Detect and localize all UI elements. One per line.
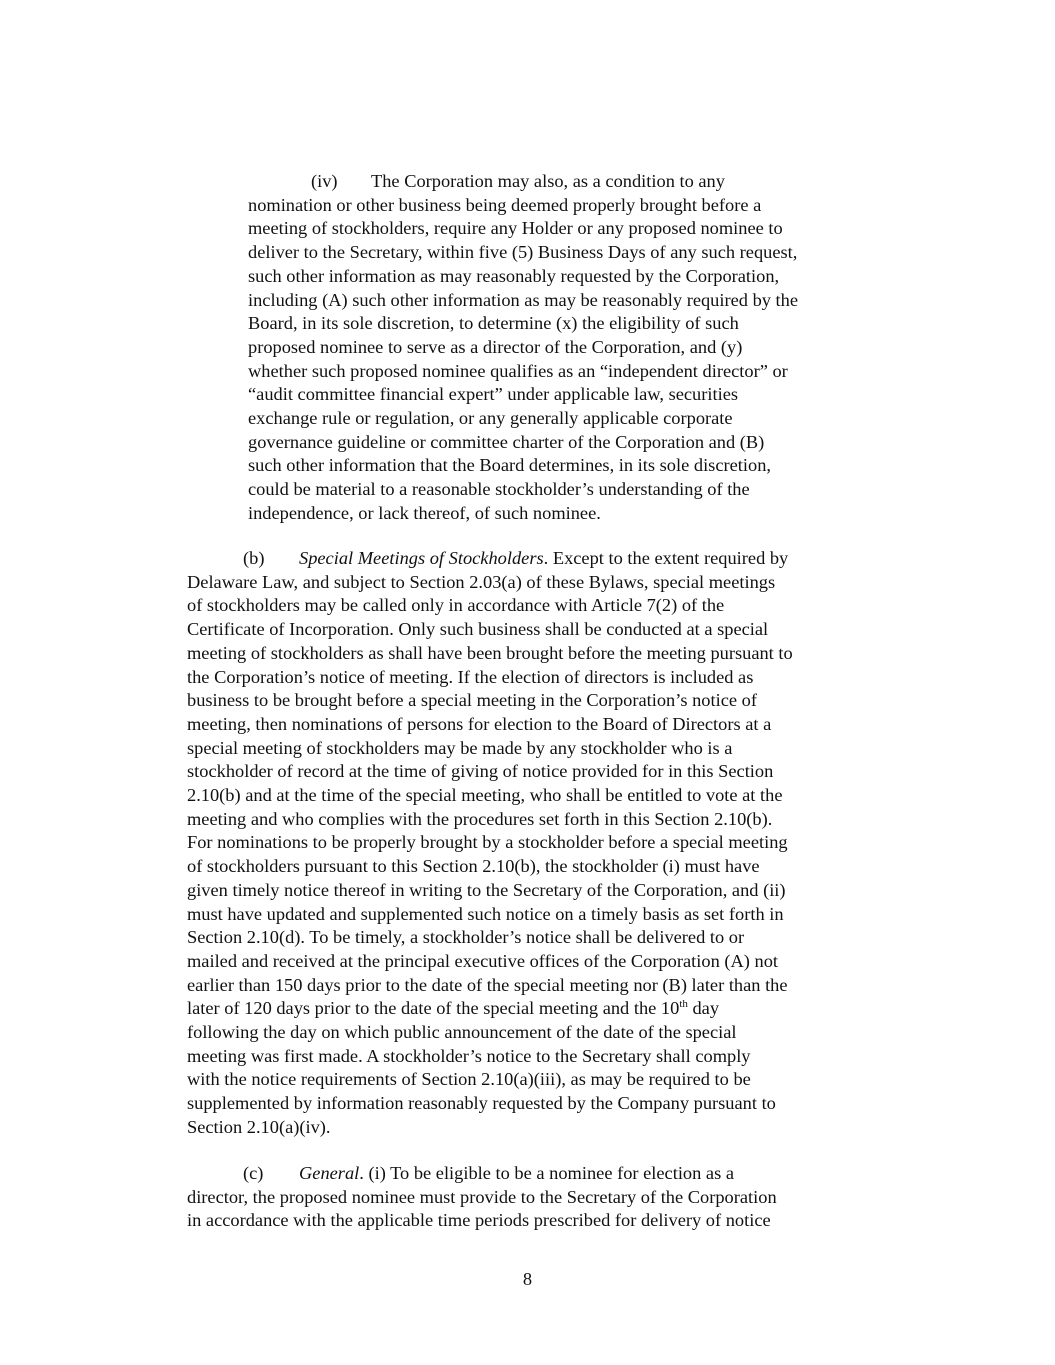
paragraph-c-line: director, the proposed nominee must provide to the Secretary of the Corporation [187,1186,777,1207]
paragraph-iv-line: exchange rule or regulation, or any generally applicable corporate [248,408,733,429]
paragraph-c-line: in accordance with the applicable time periods prescribed for delivery of notice [187,1210,771,1231]
paragraph-b-line: meeting of stockholders as shall have been brought before the meeting pursuant to [187,642,793,663]
paragraph-b-line: must have updated and supplemented such notice on a timely basis as set forth in [187,903,784,924]
paragraph-iv [248,170,873,526]
paragraph-b-line: following the day on which public announcement of the date of the special [187,1022,737,1043]
paragraph-iv-line: governance guideline or committee charter of the Corporation and (B) [248,431,765,452]
paragraph-iv-line: could be material to a reasonable stockholder’s understanding of the [248,479,750,500]
paragraph-b-line: supplemented by information reasonably requested by the Company pursuant to [187,1093,776,1114]
paragraph-b-text: later of 120 days prior to the date of the special meeting and the 10 [187,998,680,1019]
paragraph-b-line: of stockholders pursuant to this Section 2.10(b), the stockholder (i) must have [187,856,760,877]
paragraph-iv-line: deliver to the Secretary, within five (5) Business Days of any such request, [248,242,798,263]
paragraph-c [187,1162,873,1233]
paragraph-b-line: mailed and received at the principal executive offices of the Corporation (A) not [187,950,778,971]
paragraph-iv-line: nomination or other business being deemed properly brought before a [248,194,762,215]
paragraph-iv-line: Board, in its sole discretion, to determine (x) the eligibility of such [248,313,739,334]
ordinal-superscript: th [679,998,688,1011]
paragraph-b-heading: Special Meetings of Stockholders [299,548,544,568]
paragraph-b-line: of stockholders may be called only in accordance with Article 7(2) of the [187,595,725,616]
paragraph-iv-line: whether such proposed nominee qualifies as an “independent director” or [248,360,788,381]
paragraph-b-line: 2.10(b) and at the time of the special meeting, who shall be entitled to vote at the [187,785,783,806]
paragraph-c-line [187,1162,873,1186]
paragraph-b-label: (b) [243,548,265,568]
paragraph-iv-label: (iv) [311,171,338,191]
paragraph-iv-line: independence, or lack thereof, of such nominee. [248,502,601,523]
paragraph-b-line: meeting, then nominations of persons for election to the Board of Directors at a [187,713,772,734]
paragraph-b-line [187,997,873,1021]
paragraph-b-line: special meeting of stockholders may be made by any stockholder who is a [187,737,733,758]
paragraph-b-line: stockholder of record at the time of giving of notice provided for in this Section [187,761,774,782]
paragraph-b-line: business to be brought before a special meeting in the Corporation’s notice of [187,690,757,711]
paragraph-iv-line: such other information that the Board determines, in its sole discretion, [248,455,771,476]
paragraph-b [187,547,873,1140]
paragraph-b-text: . Except to the extent required by [543,548,789,568]
paragraph-b-line: Section 2.10(a)(iv). [187,1116,331,1137]
paragraph-iv-line: proposed nominee to serve as a director of the Corporation, and (y) [248,336,743,357]
paragraph-iv-line: including (A) such other information as may be reasonably required by the [248,289,799,310]
paragraph-b-line: earlier than 150 days prior to the date of the special meeting nor (B) later than the [187,974,788,995]
paragraph-b-line: the Corporation’s notice of meeting. If the election of directors is included as [187,666,754,687]
paragraph-b-line: Certificate of Incorporation. Only such business shall be conducted at a special [187,619,769,640]
paragraph-iv-line [248,170,873,194]
paragraph-b-text: day [687,998,720,1019]
paragraph-c-label: (c) [243,1163,264,1183]
paragraph-c-heading: General [299,1163,360,1183]
paragraph-b-line: given timely notice thereof in writing to the Secretary of the Corporation, and (ii) [187,879,786,900]
page-number: 8 [522,1269,533,1289]
paragraph-iv-line: such other information as may reasonably requested by the Corporation, [248,265,780,286]
paragraph-c-text: . (i) To be eligible to be a nominee for election as a [359,1163,735,1183]
paragraph-b-line: For nominations to be properly brought by a stockholder before a special meeting [187,832,788,853]
paragraph-b-line: Section 2.10(d). To be timely, a stockholder’s notice shall be delivered to or [187,927,745,948]
paragraph-iv-line: “audit committee financial expert” under applicable law, securities [248,384,739,405]
paragraph-b-line: Delaware Law, and subject to Section 2.03(a) of these Bylaws, special meetings [187,571,776,592]
paragraph-iv-text: The Corporation may also, as a condition to any [371,171,725,191]
paragraph-iv-line: meeting of stockholders, require any Holder or any proposed nominee to [248,218,783,239]
paragraph-b-line: with the notice requirements of Section 2.10(a)(iii), as may be required to be [187,1069,751,1090]
paragraph-b-line: meeting and who complies with the procedures set forth in this Section 2.10(b). [187,808,773,829]
paragraph-b-line [187,547,873,571]
paragraph-b-line: meeting was first made. A stockholder’s notice to the Secretary shall comply [187,1045,751,1066]
